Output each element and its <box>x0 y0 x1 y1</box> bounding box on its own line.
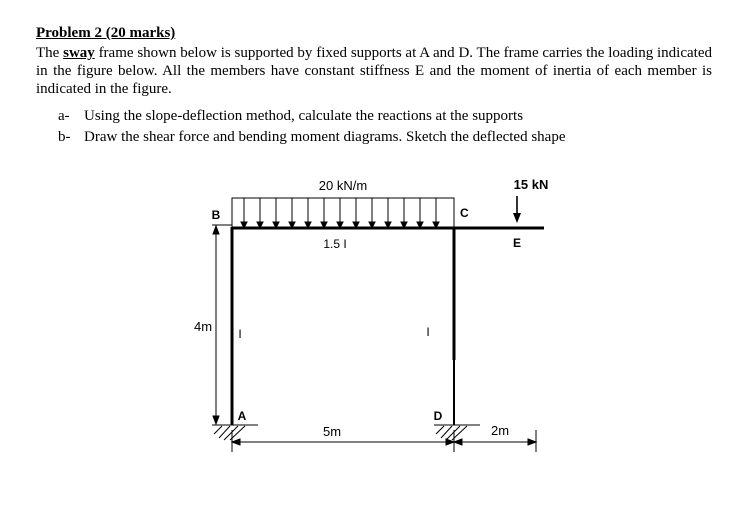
distributed-load <box>232 198 454 228</box>
point-load-arrow <box>513 196 521 223</box>
udl-arrows <box>241 198 439 228</box>
node-b-label: B <box>211 208 221 222</box>
span-label: 5m <box>322 424 342 439</box>
node-c-label: C <box>460 206 469 220</box>
statement-part-2: frame shown below is supported by fixed supports at A and D. The frame carries the loading indicated in the figure below. All the members have constant stiffness E and the moment of inertia of each member is indicated in the figure. <box>36 45 712 97</box>
sway-emphasis: sway <box>63 45 95 61</box>
right-column-inertia-label: I <box>426 325 430 339</box>
statement-part-1: The <box>36 45 64 61</box>
task-item-b-text: Draw the shear force and bending moment diagrams. Sketch the deflected shape <box>84 129 566 145</box>
fixed-support-d <box>434 425 480 440</box>
problem-title: Problem 2 (20 marks) <box>36 25 176 41</box>
udl-label: 20 kN/m <box>318 178 368 193</box>
node-d-label: D <box>433 409 443 423</box>
node-e-label: E <box>512 236 522 250</box>
task-item-a-text: Using the slope-deflection method, calculate the reactions at the supports <box>84 108 524 124</box>
height-label: 4m <box>193 319 213 334</box>
left-column-inertia-label: I <box>238 327 242 341</box>
beam-inertia-label: 1.5 I <box>323 237 347 251</box>
point-load-label: 15 kN <box>513 177 549 192</box>
height-dimension <box>212 225 232 424</box>
task-item-b-label: b- <box>58 129 71 145</box>
node-a-label: A <box>237 409 247 423</box>
overhang-label: 2m <box>490 423 510 438</box>
task-item-a-label: a- <box>58 108 70 124</box>
fixed-support-a <box>212 425 258 440</box>
